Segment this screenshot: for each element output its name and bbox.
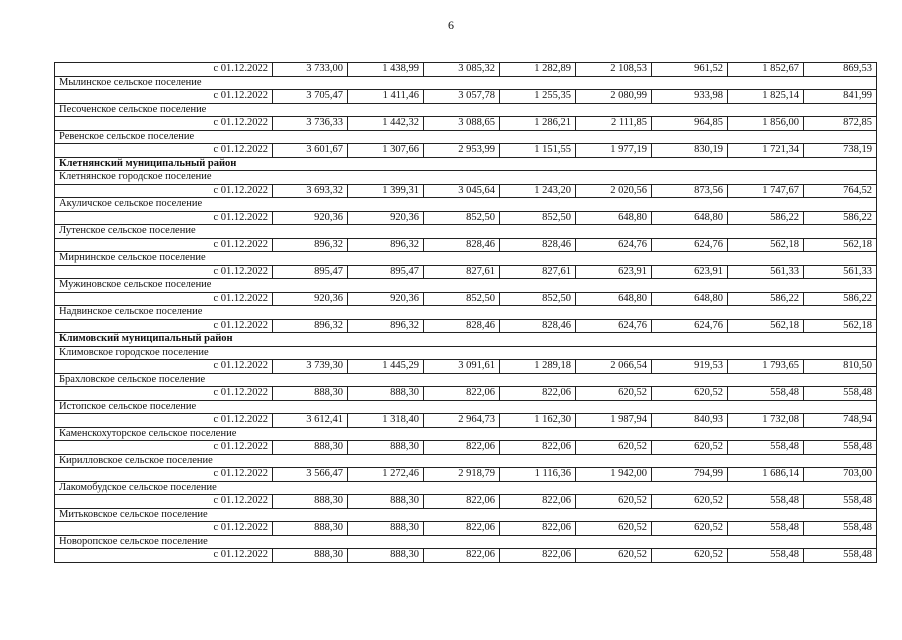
value-cell: 3 739,30 bbox=[273, 360, 348, 374]
value-cell: 586,22 bbox=[804, 292, 877, 306]
value-cell: 888,30 bbox=[348, 495, 424, 509]
value-cell: 1 289,18 bbox=[500, 360, 576, 374]
value-cell: 827,61 bbox=[500, 265, 576, 279]
value-cell: 888,30 bbox=[273, 387, 348, 401]
value-cell: 620,52 bbox=[652, 495, 728, 509]
value-cell: 562,18 bbox=[728, 319, 804, 333]
table-body bbox=[55, 63, 877, 563]
value-cell: 896,32 bbox=[273, 238, 348, 252]
value-cell: 558,48 bbox=[804, 387, 877, 401]
district-name: Клетнянский муниципальный район bbox=[55, 157, 877, 171]
settlement-header-row bbox=[55, 346, 877, 360]
value-cell: 2 066,54 bbox=[576, 360, 652, 374]
value-cell: 794,99 bbox=[652, 468, 728, 482]
value-cell: 562,18 bbox=[804, 238, 877, 252]
settlement-name: Акуличское сельское поселение bbox=[55, 198, 877, 212]
table-row bbox=[55, 522, 877, 536]
date-cell: с 01.12.2022 bbox=[55, 549, 273, 563]
settlement-header-row bbox=[55, 225, 877, 239]
settlement-name: Ревенское сельское поселение bbox=[55, 130, 877, 144]
value-cell: 620,52 bbox=[576, 495, 652, 509]
table-row bbox=[55, 265, 877, 279]
value-cell: 1 162,30 bbox=[500, 414, 576, 428]
value-cell: 558,48 bbox=[728, 387, 804, 401]
date-cell: с 01.12.2022 bbox=[55, 387, 273, 401]
value-cell: 828,46 bbox=[500, 319, 576, 333]
value-cell: 2 108,53 bbox=[576, 63, 652, 77]
settlement-header-row bbox=[55, 427, 877, 441]
value-cell: 1 987,94 bbox=[576, 414, 652, 428]
settlement-name: Митьковское сельское поселение bbox=[55, 508, 877, 522]
settlement-header-row bbox=[55, 373, 877, 387]
value-cell: 873,56 bbox=[652, 184, 728, 198]
value-cell: 620,52 bbox=[576, 387, 652, 401]
value-cell: 1 116,36 bbox=[500, 468, 576, 482]
value-cell: 872,85 bbox=[804, 117, 877, 131]
date-cell: с 01.12.2022 bbox=[55, 292, 273, 306]
date-cell: с 01.12.2022 bbox=[55, 265, 273, 279]
district-header-row bbox=[55, 333, 877, 347]
value-cell: 1 255,35 bbox=[500, 90, 576, 104]
settlement-header-row bbox=[55, 454, 877, 468]
settlement-header-row bbox=[55, 103, 877, 117]
settlement-header-row bbox=[55, 279, 877, 293]
settlement-name: Кирилловское сельское поселение bbox=[55, 454, 877, 468]
value-cell: 852,50 bbox=[424, 211, 500, 225]
value-cell: 586,22 bbox=[804, 211, 877, 225]
settlement-header-row bbox=[55, 306, 877, 320]
settlement-header-row bbox=[55, 508, 877, 522]
value-cell: 822,06 bbox=[424, 522, 500, 536]
value-cell: 1 732,08 bbox=[728, 414, 804, 428]
value-cell: 1 942,00 bbox=[576, 468, 652, 482]
value-cell: 586,22 bbox=[728, 211, 804, 225]
table-row bbox=[55, 63, 877, 77]
date-cell: с 01.12.2022 bbox=[55, 211, 273, 225]
value-cell: 920,36 bbox=[348, 211, 424, 225]
value-cell: 822,06 bbox=[424, 495, 500, 509]
value-cell: 1 747,67 bbox=[728, 184, 804, 198]
value-cell: 822,06 bbox=[500, 522, 576, 536]
value-cell: 810,50 bbox=[804, 360, 877, 374]
settlement-header-row bbox=[55, 76, 877, 90]
value-cell: 3 705,47 bbox=[273, 90, 348, 104]
value-cell: 3 091,61 bbox=[424, 360, 500, 374]
value-cell: 2 964,73 bbox=[424, 414, 500, 428]
value-cell: 558,48 bbox=[804, 441, 877, 455]
table-row bbox=[55, 360, 877, 374]
value-cell: 558,48 bbox=[728, 549, 804, 563]
value-cell: 561,33 bbox=[728, 265, 804, 279]
settlement-header-row bbox=[55, 535, 877, 549]
value-cell: 852,50 bbox=[500, 292, 576, 306]
settlement-name: Истопское сельское поселение bbox=[55, 400, 877, 414]
value-cell: 1 243,20 bbox=[500, 184, 576, 198]
settlement-header-row bbox=[55, 252, 877, 266]
value-cell: 828,46 bbox=[424, 238, 500, 252]
value-cell: 841,99 bbox=[804, 90, 877, 104]
settlement-name: Надвинское сельское поселение bbox=[55, 306, 877, 320]
value-cell: 964,85 bbox=[652, 117, 728, 131]
value-cell: 623,91 bbox=[576, 265, 652, 279]
table-row bbox=[55, 211, 877, 225]
value-cell: 828,46 bbox=[500, 238, 576, 252]
value-cell: 648,80 bbox=[652, 292, 728, 306]
date-cell: с 01.12.2022 bbox=[55, 441, 273, 455]
value-cell: 827,61 bbox=[424, 265, 500, 279]
value-cell: 1 686,14 bbox=[728, 468, 804, 482]
value-cell: 620,52 bbox=[652, 387, 728, 401]
value-cell: 1 411,46 bbox=[348, 90, 424, 104]
settlement-header-row bbox=[55, 400, 877, 414]
value-cell: 748,94 bbox=[804, 414, 877, 428]
value-cell: 1 282,89 bbox=[500, 63, 576, 77]
value-cell: 822,06 bbox=[500, 387, 576, 401]
date-cell: с 01.12.2022 bbox=[55, 238, 273, 252]
value-cell: 888,30 bbox=[273, 495, 348, 509]
value-cell: 624,76 bbox=[652, 238, 728, 252]
district-header-row bbox=[55, 157, 877, 171]
value-cell: 3 057,78 bbox=[424, 90, 500, 104]
value-cell: 3 566,47 bbox=[273, 468, 348, 482]
value-cell: 620,52 bbox=[652, 549, 728, 563]
table-row bbox=[55, 495, 877, 509]
value-cell: 920,36 bbox=[273, 211, 348, 225]
value-cell: 1 445,29 bbox=[348, 360, 424, 374]
settlement-name: Мылинское сельское поселение bbox=[55, 76, 877, 90]
date-cell: с 01.12.2022 bbox=[55, 414, 273, 428]
value-cell: 738,19 bbox=[804, 144, 877, 158]
value-cell: 558,48 bbox=[804, 495, 877, 509]
value-cell: 888,30 bbox=[348, 441, 424, 455]
value-cell: 1 318,40 bbox=[348, 414, 424, 428]
value-cell: 895,47 bbox=[273, 265, 348, 279]
date-cell: с 01.12.2022 bbox=[55, 360, 273, 374]
settlement-name: Клетнянское городское поселение bbox=[55, 171, 877, 185]
value-cell: 3 085,32 bbox=[424, 63, 500, 77]
value-cell: 896,32 bbox=[348, 319, 424, 333]
value-cell: 888,30 bbox=[273, 549, 348, 563]
value-cell: 2 953,99 bbox=[424, 144, 500, 158]
value-cell: 648,80 bbox=[652, 211, 728, 225]
value-cell: 822,06 bbox=[500, 441, 576, 455]
value-cell: 2 080,99 bbox=[576, 90, 652, 104]
settlement-name: Брахловское сельское поселение bbox=[55, 373, 877, 387]
value-cell: 1 852,67 bbox=[728, 63, 804, 77]
value-cell: 3 612,41 bbox=[273, 414, 348, 428]
value-cell: 1 856,00 bbox=[728, 117, 804, 131]
value-cell: 562,18 bbox=[728, 238, 804, 252]
value-cell: 933,98 bbox=[652, 90, 728, 104]
district-name: Климовский муниципальный район bbox=[55, 333, 877, 347]
settlement-name: Лакомобудское сельское поселение bbox=[55, 481, 877, 495]
value-cell: 1 977,19 bbox=[576, 144, 652, 158]
date-cell: с 01.12.2022 bbox=[55, 468, 273, 482]
value-cell: 888,30 bbox=[348, 549, 424, 563]
date-cell: с 01.12.2022 bbox=[55, 184, 273, 198]
settlement-header-row bbox=[55, 130, 877, 144]
value-cell: 624,76 bbox=[576, 238, 652, 252]
settlement-header-row bbox=[55, 481, 877, 495]
value-cell: 1 307,66 bbox=[348, 144, 424, 158]
value-cell: 822,06 bbox=[424, 387, 500, 401]
value-cell: 896,32 bbox=[273, 319, 348, 333]
value-cell: 1 825,14 bbox=[728, 90, 804, 104]
settlement-name: Каменскохуторское сельское поселение bbox=[55, 427, 877, 441]
value-cell: 620,52 bbox=[576, 522, 652, 536]
value-cell: 2 918,79 bbox=[424, 468, 500, 482]
table-row bbox=[55, 144, 877, 158]
value-cell: 1 286,21 bbox=[500, 117, 576, 131]
value-cell: 1 272,46 bbox=[348, 468, 424, 482]
value-cell: 888,30 bbox=[273, 522, 348, 536]
value-cell: 822,06 bbox=[424, 441, 500, 455]
value-cell: 3 045,64 bbox=[424, 184, 500, 198]
settlement-header-row bbox=[55, 171, 877, 185]
value-cell: 558,48 bbox=[804, 549, 877, 563]
value-cell: 1 438,99 bbox=[348, 63, 424, 77]
value-cell: 822,06 bbox=[424, 549, 500, 563]
value-cell: 561,33 bbox=[804, 265, 877, 279]
value-cell: 1 399,31 bbox=[348, 184, 424, 198]
value-cell: 1 442,32 bbox=[348, 117, 424, 131]
value-cell: 558,48 bbox=[728, 441, 804, 455]
value-cell: 562,18 bbox=[804, 319, 877, 333]
value-cell: 919,53 bbox=[652, 360, 728, 374]
value-cell: 896,32 bbox=[348, 238, 424, 252]
value-cell: 558,48 bbox=[728, 522, 804, 536]
date-cell: с 01.12.2022 bbox=[55, 144, 273, 158]
date-cell: с 01.12.2022 bbox=[55, 522, 273, 536]
settlement-name: Новоропское сельское поселение bbox=[55, 535, 877, 549]
value-cell: 888,30 bbox=[273, 441, 348, 455]
value-cell: 3 088,65 bbox=[424, 117, 500, 131]
value-cell: 822,06 bbox=[500, 495, 576, 509]
table-row bbox=[55, 549, 877, 563]
value-cell: 620,52 bbox=[652, 441, 728, 455]
table-row bbox=[55, 468, 877, 482]
value-cell: 623,91 bbox=[652, 265, 728, 279]
value-cell: 1 721,34 bbox=[728, 144, 804, 158]
settlement-name: Лутенское сельское поселение bbox=[55, 225, 877, 239]
value-cell: 852,50 bbox=[500, 211, 576, 225]
value-cell: 920,36 bbox=[348, 292, 424, 306]
value-cell: 2 020,56 bbox=[576, 184, 652, 198]
date-cell: с 01.12.2022 bbox=[55, 63, 273, 77]
table-row bbox=[55, 414, 877, 428]
settlement-name: Песоченское сельское поселение bbox=[55, 103, 877, 117]
value-cell: 3 736,33 bbox=[273, 117, 348, 131]
value-cell: 648,80 bbox=[576, 292, 652, 306]
value-cell: 558,48 bbox=[804, 522, 877, 536]
table-row bbox=[55, 441, 877, 455]
value-cell: 558,48 bbox=[728, 495, 804, 509]
value-cell: 620,52 bbox=[576, 441, 652, 455]
value-cell: 840,93 bbox=[652, 414, 728, 428]
table-row bbox=[55, 117, 877, 131]
value-cell: 920,36 bbox=[273, 292, 348, 306]
value-cell: 2 111,85 bbox=[576, 117, 652, 131]
value-cell: 624,76 bbox=[576, 319, 652, 333]
value-cell: 1 151,55 bbox=[500, 144, 576, 158]
settlement-name: Мирнинское сельское поселение bbox=[55, 252, 877, 266]
date-cell: с 01.12.2022 bbox=[55, 90, 273, 104]
value-cell: 888,30 bbox=[348, 522, 424, 536]
table-row bbox=[55, 184, 877, 198]
value-cell: 586,22 bbox=[728, 292, 804, 306]
value-cell: 703,00 bbox=[804, 468, 877, 482]
date-cell: с 01.12.2022 bbox=[55, 495, 273, 509]
page-number: 6 bbox=[448, 18, 454, 32]
value-cell: 888,30 bbox=[348, 387, 424, 401]
table-row bbox=[55, 319, 877, 333]
date-cell: с 01.12.2022 bbox=[55, 117, 273, 131]
value-cell: 961,52 bbox=[652, 63, 728, 77]
date-cell: с 01.12.2022 bbox=[55, 319, 273, 333]
settlement-header-row bbox=[55, 198, 877, 212]
value-cell: 1 793,65 bbox=[728, 360, 804, 374]
value-cell: 3 693,32 bbox=[273, 184, 348, 198]
value-cell: 830,19 bbox=[652, 144, 728, 158]
table-row bbox=[55, 292, 877, 306]
value-cell: 624,76 bbox=[652, 319, 728, 333]
table-row bbox=[55, 90, 877, 104]
value-cell: 852,50 bbox=[424, 292, 500, 306]
value-cell: 620,52 bbox=[576, 549, 652, 563]
value-cell: 869,53 bbox=[804, 63, 877, 77]
table-row bbox=[55, 387, 877, 401]
value-cell: 895,47 bbox=[348, 265, 424, 279]
table-row bbox=[55, 238, 877, 252]
value-cell: 822,06 bbox=[500, 549, 576, 563]
value-cell: 3 601,67 bbox=[273, 144, 348, 158]
tariff-table bbox=[54, 62, 877, 563]
value-cell: 620,52 bbox=[652, 522, 728, 536]
value-cell: 764,52 bbox=[804, 184, 877, 198]
value-cell: 3 733,00 bbox=[273, 63, 348, 77]
settlement-name: Мужиновское сельское поселение bbox=[55, 279, 877, 293]
settlement-name: Климовское городское поселение bbox=[55, 346, 877, 360]
value-cell: 828,46 bbox=[424, 319, 500, 333]
value-cell: 648,80 bbox=[576, 211, 652, 225]
